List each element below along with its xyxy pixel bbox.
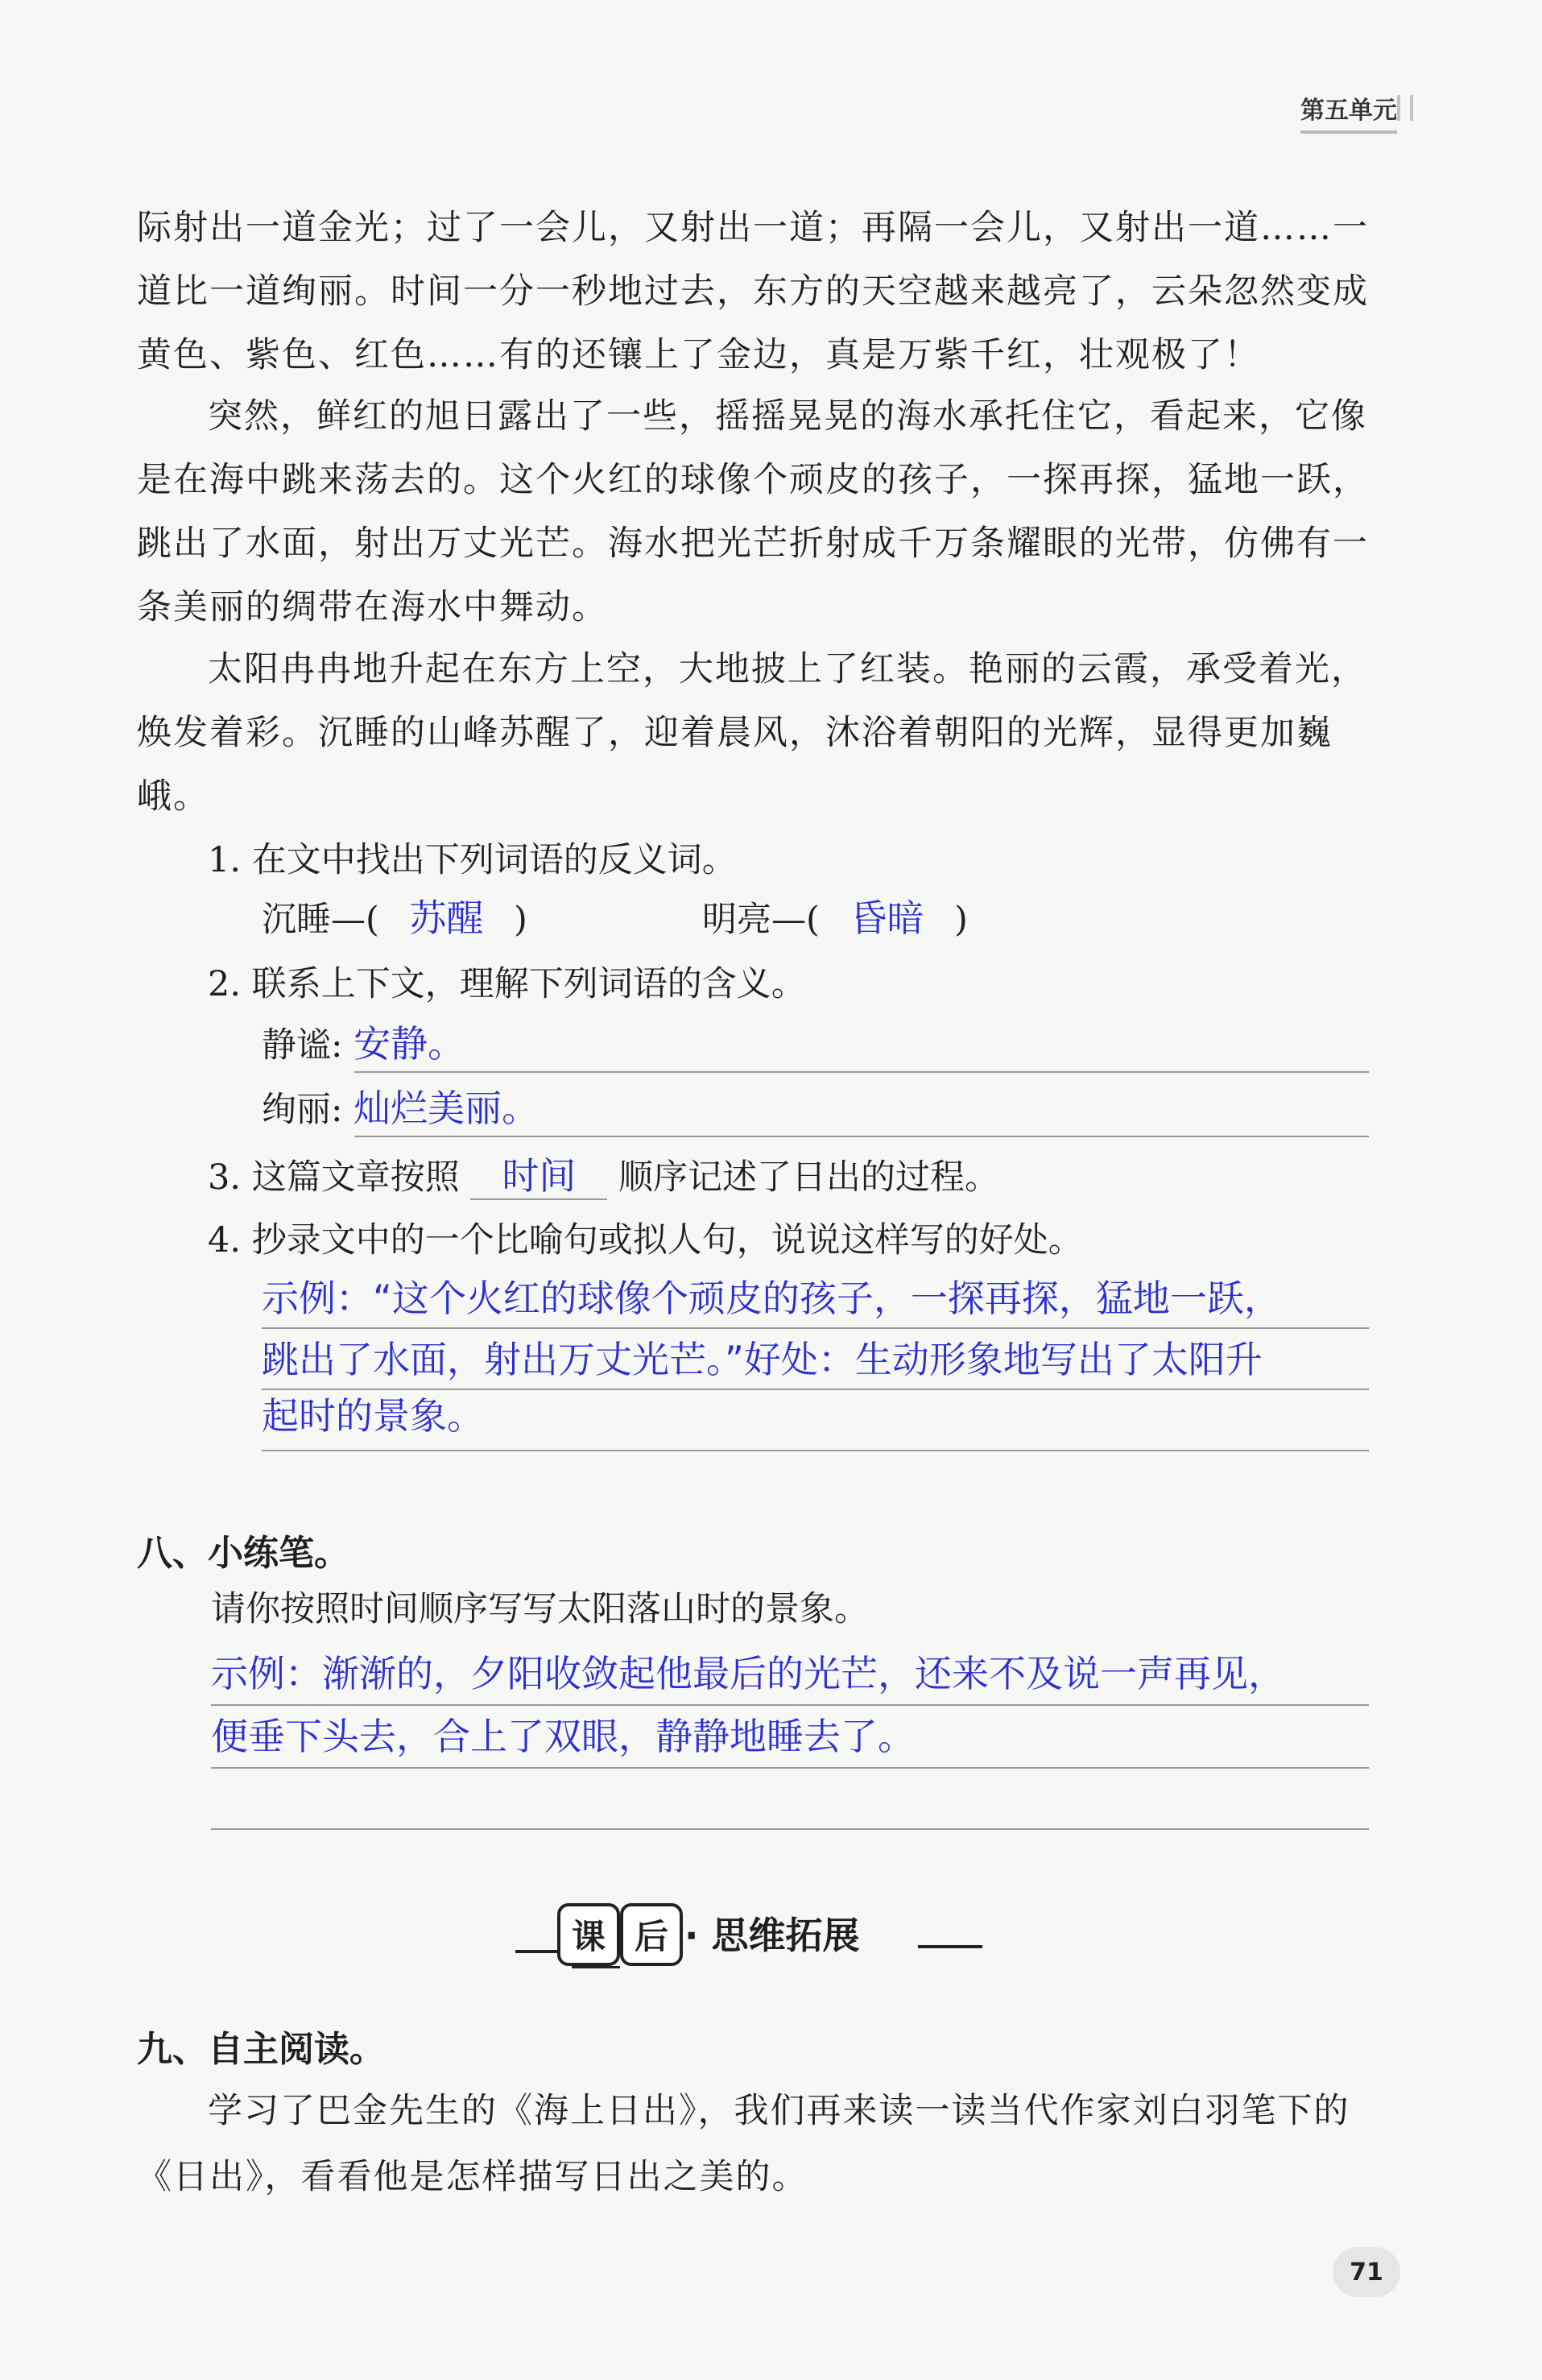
q2-answer-line-1: [354, 1071, 1369, 1073]
q2-word-2: 绚丽:: [262, 1090, 343, 1130]
section-8-answer-line-2: [211, 1767, 1369, 1769]
q2-answer-1: 安静。: [353, 1022, 465, 1066]
passage-paragraph-1: 际射出一道金光；过了一会儿，又射出一道；再隔一会儿，又射出一道……一道比一道绚丽。时间一分一秒地过去，东方的天空越来越亮了，云朵忽然变成黄色、紫色、红色……有的还镶上了金边，真是万紫千红，壮观极了！: [137, 208, 1369, 375]
q1-close-1: ): [514, 900, 527, 940]
page-number: 71: [1333, 2247, 1400, 2297]
question-3: [208, 1153, 999, 1200]
q4-answer-line-2: [262, 1389, 1369, 1390]
q1-word-2: 明亮—(: [702, 900, 820, 940]
passage-paragraph-3: 太阳冉冉地升起在东方上空，大地披上了红装。艳丽的云霞，承受着光，焕发着彩。沉睡的山峰苏醒了，迎着晨风，沐浴着朝阳的光辉，显得更加巍峨。: [137, 649, 1367, 817]
banner-rule-right: [918, 1945, 982, 1948]
question-4-prompt: 4. 抄录文中的一个比喻句或拟人句，说说这样写的好处。: [208, 1220, 1083, 1260]
section-8-answer-line-1-text: 示例：渐渐的，夕阳收敛起他最后的光芒，还来不及说一声再见，: [211, 1652, 1285, 1695]
question-1-pair-1: [262, 896, 527, 942]
banner-char-box-1: [557, 1903, 620, 1966]
banner-title: · 思维拓展: [684, 1914, 860, 1957]
passage-paragraph-2: 突然，鲜红的旭日露出了一些，摇摇晃晃的海水承托住它，看起来，它像是在海中跳来荡去的。这个火红的球像个顽皮的孩子，一探再探，猛地一跃，跳出了水面，射出万丈光芒。海水把光芒折射成千万条耀眼的光带，仿佛有一条美丽的绸带在海水中舞动。: [137, 396, 1369, 627]
banner-rule-left: [515, 1950, 564, 1953]
section-8-prompt: 请你按照时间顺序写写太阳落山时的景象。: [211, 1589, 869, 1629]
q2-answer-line-2: [354, 1136, 1369, 1137]
header-bars-decoration: [1397, 95, 1413, 121]
section-9-title: 九、自主阅读。: [137, 2029, 385, 2070]
banner-char-box-2: [620, 1903, 683, 1966]
q4-answer-line-1: [262, 1327, 1369, 1329]
q4-answer-line-2-text: 跳出了水面，射出万丈光芒。”好处：生动形象地写出了太阳升: [262, 1338, 1263, 1381]
section-8-answer-line-3: [211, 1828, 1369, 1830]
q1-close-2: ): [954, 900, 968, 940]
section-8-title: 八、小练笔。: [137, 1533, 349, 1574]
question-2-prompt: 2. 联系上下文，理解下列词语的含义。: [208, 964, 806, 1004]
section-9-intro: 学习了巴金先生的《海上日出》，我们再来读一读当代作家刘白羽笔下的《日出》，看看他是怎样描写日出之美的。: [137, 2091, 1350, 2197]
q1-word-1: 沉睡—(: [262, 900, 379, 940]
q4-answer-line-3: [262, 1450, 1369, 1451]
q1-answer-2: 昏暗: [850, 896, 924, 940]
question-1-pair-2: [702, 896, 968, 942]
q4-answer-line-1-text: 示例：“这个火红的球像个顽皮的孩子，一探再探，猛地一跃，: [262, 1277, 1281, 1320]
question-1-prompt: 1. 在文中找出下列词语的反义词。: [208, 840, 737, 880]
banner-char-2: 后: [634, 1917, 668, 1956]
banner-char-1: 课: [571, 1917, 606, 1956]
q3-prefix: 3. 这篇文章按照: [208, 1157, 460, 1198]
unit-header: 第五单元: [1300, 90, 1397, 134]
q2-word-1: 静谧:: [262, 1025, 343, 1066]
after-class-banner: [515, 1889, 998, 1977]
q4-answer-line-3-text: 起时的景象。: [262, 1394, 484, 1438]
question-2-item-1: [262, 1021, 465, 1068]
q1-answer-1: 苏醒: [409, 896, 484, 940]
banner-rule-under: [572, 1966, 620, 1968]
section-8-answer-line-1: [211, 1704, 1369, 1706]
q3-suffix: 顺序记述了日出的过程。: [618, 1157, 1000, 1198]
question-2-item-2: [262, 1086, 539, 1132]
q2-answer-2: 灿烂美丽。: [353, 1087, 539, 1130]
section-8-answer-line-2-text: 便垂下头去，合上了双眼，静静地睡去了。: [211, 1715, 915, 1758]
q3-answer: 时间: [470, 1153, 607, 1200]
